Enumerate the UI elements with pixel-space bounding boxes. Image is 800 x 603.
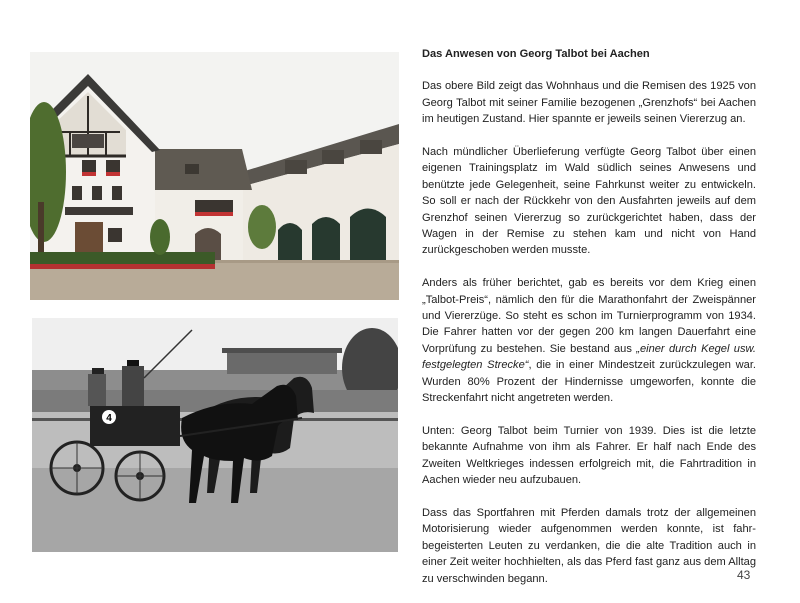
estate-photo: [30, 52, 399, 300]
page-number: 43: [737, 568, 751, 582]
paragraph-text: Dass das Sportfahren mit Pferden damals trotz der allgemeinen Motorisierung wieder aufgenommen werden konnte, ist fahr-begeisterten Leuten zu verdanken, die die alte Tradition auch in einer Zeit weiter hochhielten, als das Pferd fast ganz aus dem Alltag zu verschwinden begann.: [422, 506, 756, 585]
paragraph-text: Nach mündlicher Überlieferung verfügte Georg Talbot über einen eigenen Trainingsplatz im Wald südlich seines Anwesens und benützte jede Gelegenheit, seine Fahrkunst weiter zu entwickeln. So soll er nach der Rückkehr von den Ausfahrten jeweils auf dem Grenzhof seinen Viererzug so zurückgerichtet haben, dass der Wagen in der Remise zu stehen kam und nicht von Hand zurückgeschoben werden musste.: [422, 146, 756, 257]
article-paragraph: [422, 275, 756, 406]
article-paragraph: [422, 423, 756, 489]
carriage-photo: [32, 318, 398, 552]
paragraph-text: , die in einer Mindestzeit zurückzulegen war. Wurden 80% Prozent der Hindernisse umgeworfen, konnte die Streckenfahrt nicht angetreten werden.: [422, 359, 756, 405]
carriage-number: 4: [106, 413, 112, 424]
article-title: Das Anwesen von Georg Talbot bei Aachen: [422, 48, 650, 60]
paragraph-text: Das obere Bild zeigt das Wohnhaus und die Remisen des 1925 von Georg Talbot mit seiner Familie bezogenen „Grenzhofs“ bei Aachen im heutigen Zustand. Hier spannte er jeweils seinen Viererzug an.: [422, 80, 756, 126]
article-paragraph: [422, 505, 756, 587]
quoted-text: „einer durch Kegel usw. festgelegten Strecke“: [422, 342, 756, 372]
article-paragraph: [422, 144, 756, 259]
article-paragraph: [422, 78, 756, 127]
paragraph-text: Anders als früher berichtet, gab es bereits vor dem Krieg einen „Talbot-Preis“, nämlich den für die Marathonfahrt der Zweispänner und Viererzüge. So steht es schon im Turnierprogramm von 1934. Die Fahrer hatten vor der gegen 200 km langen Dauerfahrt eine Vorprüfung zu bestehen. Sie bestand aus: [422, 277, 756, 355]
article-body: [422, 78, 756, 587]
paragraph-text: Unten: Georg Talbot beim Turnier von 1939. Dies ist die letzte bekannte Aufnahme von ihm als Fahrer. Er half nach Ende des Zweiten Weltkrieges indessen erfolgreich mit, die Fahrtradition in Aachen wieder neu aufzubauen.: [422, 424, 756, 487]
article: [422, 46, 756, 603]
